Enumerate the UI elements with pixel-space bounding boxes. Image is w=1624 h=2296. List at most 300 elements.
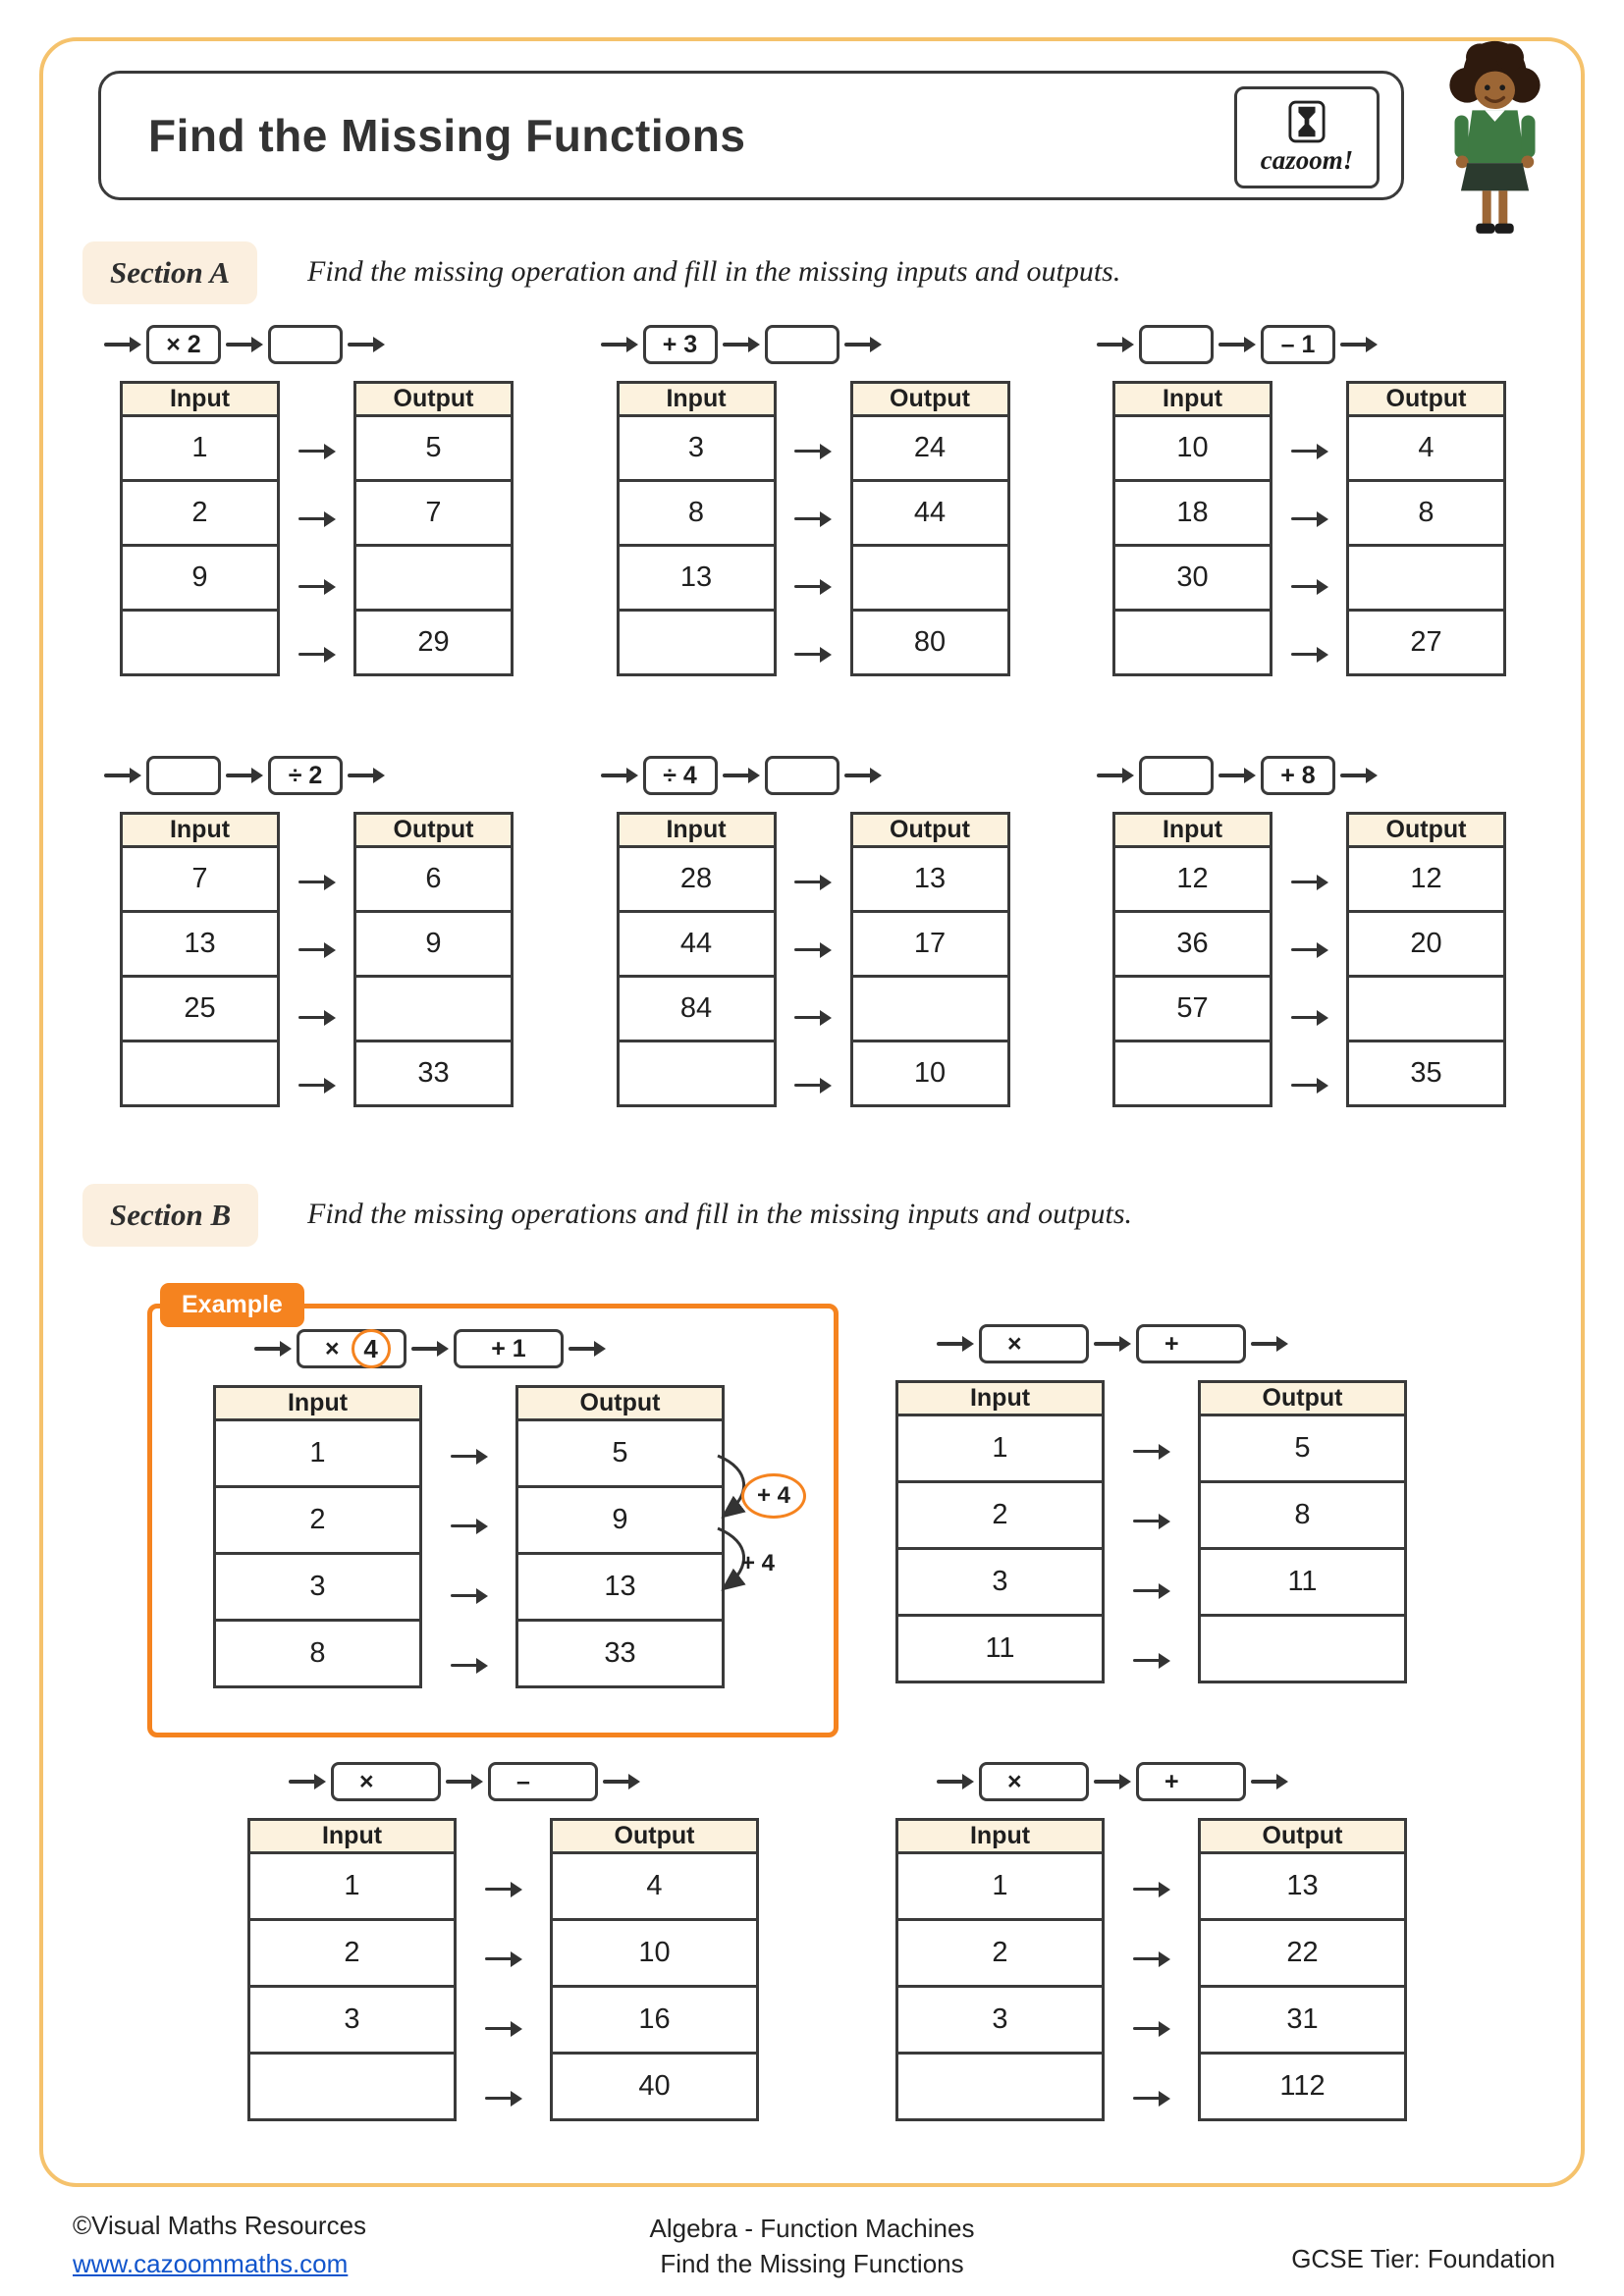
output-cell: 5 — [1200, 1415, 1406, 1482]
output-header: Output — [355, 383, 513, 416]
output-cell: 29 — [355, 611, 513, 675]
table-row — [618, 481, 775, 546]
output-cell: 5 — [517, 1420, 724, 1487]
operation-box-2: – 1 — [1261, 325, 1335, 364]
table-row — [618, 1041, 775, 1106]
table-row — [1114, 416, 1272, 481]
input-header: Input — [897, 1382, 1104, 1415]
row-arrows — [1105, 1818, 1198, 2133]
row-arrow — [451, 1630, 488, 1700]
table-row — [897, 1853, 1104, 1920]
function-machine — [617, 324, 1010, 688]
arrow-icon — [1291, 1009, 1328, 1027]
table-row — [897, 1415, 1104, 1482]
example-tab: Example — [160, 1283, 304, 1327]
table-row — [1200, 1616, 1406, 1682]
input-cell: 2 — [897, 1920, 1104, 1987]
table-row — [215, 1420, 421, 1487]
output-cell: 12 — [1348, 847, 1505, 912]
input-header: Input — [618, 383, 775, 416]
example-box — [147, 1291, 839, 1737]
table-row — [552, 1853, 758, 1920]
arrow-icon — [1291, 1077, 1328, 1095]
table-row — [1348, 847, 1505, 912]
operation-box-2[interactable] — [765, 756, 839, 795]
operation-symbol: × — [1007, 1767, 1022, 1795]
operation-box-2[interactable] — [268, 325, 343, 364]
machine-operation-row — [601, 324, 1010, 365]
function-machine — [120, 324, 514, 688]
input-cell: 3 — [618, 416, 775, 481]
section-a-label: Section A — [82, 241, 257, 304]
output-cell: 33 — [517, 1621, 724, 1687]
output-cell[interactable] — [1348, 546, 1505, 611]
row-arrow — [1133, 1994, 1170, 2063]
arrow-icon — [794, 1009, 832, 1027]
machine-tables — [120, 381, 514, 688]
row-arrow — [298, 620, 336, 688]
output-table — [1198, 1380, 1407, 1683]
output-cell: 31 — [1200, 1987, 1406, 2054]
operation-box-1[interactable] — [331, 1762, 441, 1801]
arrow-icon — [298, 646, 336, 664]
arrow-icon — [254, 1340, 292, 1358]
row-arrow — [298, 553, 336, 620]
input-header: Input — [618, 814, 775, 847]
table-row — [618, 611, 775, 675]
footer-worksheet-name: Find the Missing Functions — [660, 2249, 964, 2279]
table-row — [355, 847, 513, 912]
row-arrows — [1105, 1380, 1198, 1695]
output-cell: 8 — [1200, 1482, 1406, 1549]
table-row — [1200, 1482, 1406, 1549]
output-cell[interactable] — [851, 546, 1008, 611]
operation-box-2[interactable] — [488, 1762, 598, 1801]
arrow-icon — [298, 443, 336, 460]
output-table — [850, 812, 1010, 1107]
function-machine — [895, 1323, 1407, 1695]
table-row — [355, 416, 513, 481]
operation-box-2[interactable] — [1136, 1324, 1246, 1363]
input-cell[interactable] — [122, 1041, 279, 1106]
row-arrow — [485, 1994, 522, 2063]
output-cell: 10 — [552, 1920, 758, 1987]
table-row — [618, 847, 775, 912]
table-row — [517, 1554, 724, 1621]
arrow-icon — [451, 1518, 488, 1535]
input-table — [617, 381, 777, 676]
function-machine — [213, 1328, 725, 1700]
function-machine — [247, 1761, 759, 2133]
operation-box-1: ÷ 4 — [643, 756, 718, 795]
input-header: Input — [122, 383, 279, 416]
row-arrow — [794, 485, 832, 553]
arrow-icon — [723, 767, 760, 784]
website-link[interactable]: www.cazoommaths.com — [73, 2249, 349, 2278]
input-cell: 3 — [897, 1987, 1104, 2054]
output-cell: 16 — [552, 1987, 758, 2054]
output-header: Output — [1200, 1382, 1406, 1415]
table-row — [355, 1041, 513, 1106]
input-header: Input — [1114, 814, 1272, 847]
output-header: Output — [851, 814, 1008, 847]
table-row — [1200, 1415, 1406, 1482]
arrow-icon — [937, 1773, 974, 1790]
row-arrow — [1291, 1051, 1328, 1119]
output-header: Output — [1348, 814, 1505, 847]
row-arrow — [451, 1561, 488, 1630]
footer-tier: GCSE Tier: Foundation — [1291, 2244, 1555, 2273]
output-cell: 10 — [851, 1041, 1008, 1106]
table-row — [355, 481, 513, 546]
input-cell[interactable] — [249, 2054, 456, 2120]
row-arrows — [1272, 812, 1346, 1119]
output-cell: 4 — [552, 1853, 758, 1920]
output-cell: 24 — [851, 416, 1008, 481]
row-arrow — [1133, 1924, 1170, 1994]
operation-box-1: × 2 — [146, 325, 221, 364]
machine-tables — [213, 1385, 725, 1700]
row-arrow — [1291, 984, 1328, 1051]
output-cell: 9 — [517, 1487, 724, 1554]
output-cell: 20 — [1348, 912, 1505, 977]
arrow-icon — [1218, 336, 1256, 353]
operation-box-1[interactable] — [1139, 756, 1214, 795]
row-arrows — [457, 1818, 550, 2133]
machine-tables — [247, 1818, 759, 2133]
output-table — [515, 1385, 725, 1688]
arrow-icon — [1097, 336, 1134, 353]
arrow-icon — [1291, 578, 1328, 596]
arrow-icon — [1133, 1443, 1170, 1461]
table-row — [897, 2054, 1104, 2120]
row-arrow — [794, 553, 832, 620]
input-cell: 28 — [618, 847, 775, 912]
input-cell: 2 — [122, 481, 279, 546]
operation-box-2: ÷ 2 — [268, 756, 343, 795]
arrow-icon — [1133, 1950, 1170, 1968]
function-machine — [1112, 324, 1506, 688]
input-cell: 3 — [249, 1987, 456, 2054]
function-machine — [617, 755, 1010, 1119]
input-cell: 57 — [1114, 977, 1272, 1041]
machine-tables — [1112, 812, 1506, 1119]
output-cell: 8 — [1348, 481, 1505, 546]
row-arrow — [794, 1051, 832, 1119]
table-row — [851, 912, 1008, 977]
operation-box-2: + 8 — [1261, 756, 1335, 795]
function-machine — [120, 755, 514, 1119]
arrow-icon — [794, 941, 832, 959]
row-arrow — [298, 916, 336, 984]
arrow-icon — [451, 1657, 488, 1675]
machine-tables — [1112, 381, 1506, 688]
arrow-icon — [723, 336, 760, 353]
table-row — [355, 912, 513, 977]
output-cell: 17 — [851, 912, 1008, 977]
input-header: Input — [215, 1387, 421, 1420]
input-cell: 8 — [618, 481, 775, 546]
table-row — [215, 1621, 421, 1687]
arrow-icon — [446, 1773, 483, 1790]
table-row — [249, 2054, 456, 2120]
arrow-icon — [794, 874, 832, 891]
row-arrow — [1133, 1556, 1170, 1626]
table-row — [897, 1482, 1104, 1549]
input-cell[interactable] — [122, 611, 279, 675]
input-cell[interactable] — [618, 611, 775, 675]
table-row — [517, 1420, 724, 1487]
arrow-icon — [1340, 336, 1378, 353]
input-cell: 30 — [1114, 546, 1272, 611]
operation-symbol: × — [359, 1767, 374, 1795]
arrow-icon — [1133, 1652, 1170, 1670]
table-row — [618, 416, 775, 481]
input-header: Input — [249, 1820, 456, 1853]
table-row — [552, 2054, 758, 2120]
table-row — [122, 977, 279, 1041]
row-arrow — [1291, 620, 1328, 688]
output-cell[interactable] — [1348, 977, 1505, 1041]
row-arrow — [1133, 1416, 1170, 1486]
output-cell[interactable] — [355, 977, 513, 1041]
arrow-icon — [104, 336, 141, 353]
row-arrow — [485, 1924, 522, 1994]
input-cell: 13 — [618, 546, 775, 611]
table-row — [1114, 847, 1272, 912]
table-row — [1348, 416, 1505, 481]
row-arrows — [280, 381, 353, 688]
example-machine-slot — [213, 1328, 725, 1700]
input-cell: 1 — [897, 1415, 1104, 1482]
arrow-icon — [794, 1077, 832, 1095]
table-row — [897, 1549, 1104, 1616]
table-row — [618, 546, 775, 611]
table-row — [1114, 977, 1272, 1041]
output-cell: 40 — [552, 2054, 758, 2120]
output-cell: 44 — [851, 481, 1008, 546]
arrow-icon — [601, 336, 638, 353]
arrow-icon — [937, 1335, 974, 1353]
row-arrow — [1291, 848, 1328, 916]
input-cell: 8 — [215, 1621, 421, 1687]
output-cell: 13 — [1200, 1853, 1406, 1920]
arrow-icon — [1291, 443, 1328, 460]
row-arrow — [1133, 1854, 1170, 1924]
table-row — [897, 1920, 1104, 1987]
operation-box-2[interactable] — [765, 325, 839, 364]
table-row — [552, 1920, 758, 1987]
operation-box-1[interactable] — [146, 756, 221, 795]
output-cell[interactable] — [1200, 1616, 1406, 1682]
output-cell[interactable] — [851, 977, 1008, 1041]
output-header: Output — [1200, 1820, 1406, 1853]
row-arrow — [298, 848, 336, 916]
arrow-icon — [794, 510, 832, 528]
input-cell: 13 — [122, 912, 279, 977]
arrow-icon — [603, 1773, 640, 1790]
operation-symbol: – — [516, 1767, 530, 1795]
arrow-icon — [1133, 2020, 1170, 2038]
arrow-icon — [485, 2020, 522, 2038]
machine-tables — [617, 812, 1010, 1119]
arrow-icon — [298, 1077, 336, 1095]
row-arrow — [1133, 1486, 1170, 1556]
mascot-illustration — [1419, 37, 1571, 239]
input-cell[interactable] — [897, 2054, 1104, 2120]
table-row — [1348, 1041, 1505, 1106]
output-table — [353, 812, 514, 1107]
table-row — [851, 847, 1008, 912]
machine-tables — [895, 1380, 1407, 1695]
operation-box-1[interactable] — [979, 1324, 1089, 1363]
table-row — [249, 1987, 456, 2054]
function-machine — [895, 1761, 1407, 2133]
operation-box-1[interactable] — [979, 1762, 1089, 1801]
operation-box-2[interactable] — [1136, 1762, 1246, 1801]
output-header: Output — [552, 1820, 758, 1853]
machine-operation-row — [601, 755, 1010, 796]
arrow-icon — [1251, 1335, 1288, 1353]
table-row — [122, 481, 279, 546]
output-cell[interactable] — [355, 546, 513, 611]
arrow-icon — [1291, 941, 1328, 959]
machine-b1-slot — [895, 1323, 1407, 1695]
input-table — [247, 1818, 457, 2121]
arrow-icon — [1133, 1582, 1170, 1600]
table-row — [851, 1041, 1008, 1106]
output-cell: 4 — [1348, 416, 1505, 481]
output-cell: 35 — [1348, 1041, 1505, 1106]
output-cell: 33 — [355, 1041, 513, 1106]
input-cell: 44 — [618, 912, 775, 977]
table-row — [215, 1487, 421, 1554]
input-header: Input — [897, 1820, 1104, 1853]
operation-box-1 — [297, 1329, 406, 1368]
worksheet-header — [98, 71, 1404, 200]
arrow-icon — [844, 767, 882, 784]
arrow-icon — [794, 443, 832, 460]
cazoom-logo-icon — [1288, 100, 1326, 143]
machine-operation-row — [254, 1328, 725, 1369]
input-cell: 7 — [122, 847, 279, 912]
table-row — [517, 1487, 724, 1554]
table-row — [1114, 1041, 1272, 1106]
input-cell: 1 — [215, 1420, 421, 1487]
page-title: Find the Missing Functions — [148, 110, 746, 161]
input-table — [120, 812, 280, 1107]
table-row — [1114, 481, 1272, 546]
arrow-icon — [226, 767, 263, 784]
row-arrows — [422, 1385, 515, 1700]
arrow-icon — [794, 578, 832, 596]
operation-box-1: + 3 — [643, 325, 718, 364]
operation-symbol: × — [325, 1334, 340, 1362]
table-row — [1348, 977, 1505, 1041]
machine-operation-row — [104, 324, 514, 365]
arrow-icon — [794, 646, 832, 664]
arrow-icon — [289, 1773, 326, 1790]
input-table — [895, 1380, 1105, 1683]
arrow-icon — [1097, 767, 1134, 784]
row-arrows — [777, 812, 850, 1119]
table-row — [122, 912, 279, 977]
output-header: Output — [517, 1387, 724, 1420]
input-cell: 2 — [215, 1487, 421, 1554]
arrow-icon — [1251, 1773, 1288, 1790]
input-header: Input — [1114, 383, 1272, 416]
input-table — [617, 812, 777, 1107]
copyright-text: ©Visual Maths Resources — [73, 2211, 367, 2240]
output-header: Output — [355, 814, 513, 847]
output-cell: 112 — [1200, 2054, 1406, 2120]
arrow-icon — [485, 2090, 522, 2108]
input-cell: 10 — [1114, 416, 1272, 481]
output-cell: 80 — [851, 611, 1008, 675]
output-table — [1346, 812, 1506, 1107]
row-arrow — [1291, 553, 1328, 620]
machine-b2-slot — [247, 1761, 759, 2133]
arrow-icon — [348, 336, 385, 353]
input-cell: 3 — [897, 1549, 1104, 1616]
operation-box-2: + 1 — [454, 1329, 564, 1368]
output-table — [550, 1818, 759, 2121]
input-cell: 11 — [897, 1616, 1104, 1682]
arrow-icon — [298, 941, 336, 959]
row-arrows — [1272, 381, 1346, 688]
output-cell: 13 — [851, 847, 1008, 912]
operation-box-1[interactable] — [1139, 325, 1214, 364]
handwritten-answer: 4 — [352, 1329, 391, 1368]
arrow-icon — [451, 1448, 488, 1466]
output-cell: 22 — [1200, 1920, 1406, 1987]
input-cell[interactable] — [618, 1041, 775, 1106]
row-arrow — [298, 984, 336, 1051]
output-cell: 11 — [1200, 1549, 1406, 1616]
machine-operation-row — [937, 1761, 1407, 1802]
input-cell[interactable] — [1114, 1041, 1272, 1106]
row-arrow — [1291, 916, 1328, 984]
output-cell: 9 — [355, 912, 513, 977]
table-row — [851, 481, 1008, 546]
input-cell[interactable] — [1114, 611, 1272, 675]
input-cell: 2 — [897, 1482, 1104, 1549]
output-cell: 7 — [355, 481, 513, 546]
table-row — [215, 1554, 421, 1621]
section-b-label: Section B — [82, 1184, 258, 1247]
row-arrow — [1133, 2063, 1170, 2133]
function-machine — [1112, 755, 1506, 1119]
table-row — [851, 611, 1008, 675]
input-table — [1112, 381, 1272, 676]
table-row — [897, 1987, 1104, 2054]
row-arrow — [794, 984, 832, 1051]
table-row — [355, 977, 513, 1041]
row-arrow — [451, 1421, 488, 1491]
input-cell: 1 — [122, 416, 279, 481]
machine-b3-slot — [895, 1761, 1407, 2133]
output-table — [850, 381, 1010, 676]
section-a-machines — [120, 324, 1506, 1119]
output-cell: 5 — [355, 416, 513, 481]
input-table — [895, 1818, 1105, 2121]
machine-tables — [895, 1818, 1407, 2133]
table-row — [1200, 1920, 1406, 1987]
table-row — [122, 611, 279, 675]
machine-operation-row — [1097, 324, 1506, 365]
operation-symbol: + — [1164, 1767, 1179, 1795]
table-row — [897, 1616, 1104, 1682]
